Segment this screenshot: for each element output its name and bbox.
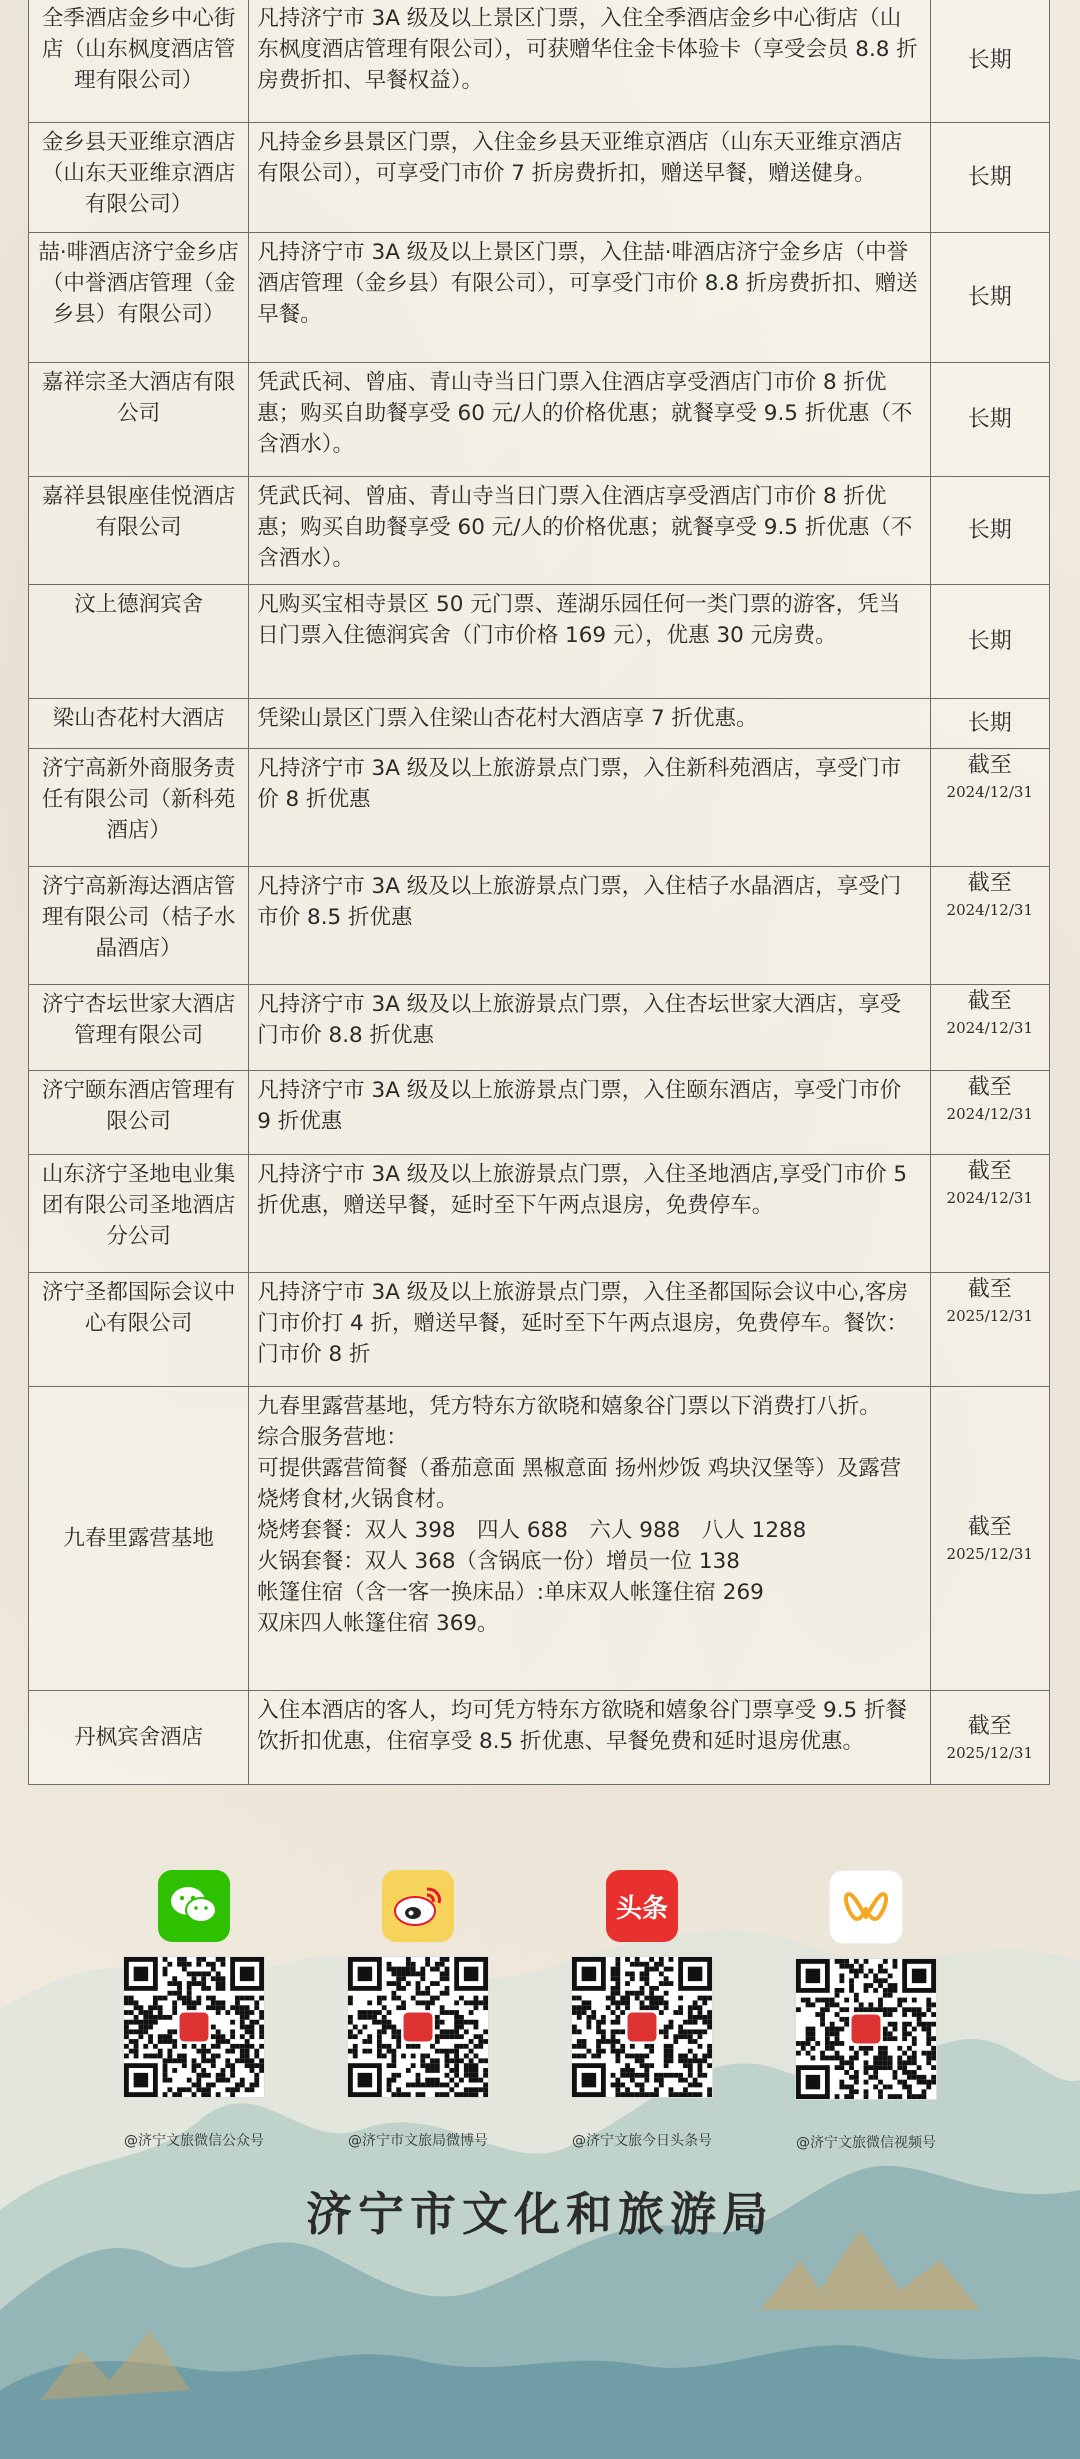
weibo-icon[interactable] [382,1870,454,1942]
validity-date: 2025/12/31 [946,1544,1033,1563]
merchant-name: 山东济宁圣地电业集团有限公司圣地酒店分公司 [29,1155,249,1273]
merchant-name: 金乡县天亚维京酒店（山东天亚维京酒店有限公司） [29,123,249,233]
validity-label: 长期 [967,284,1012,310]
validity-cell [930,1071,1049,1155]
offer-description: 凡持济宁市 3A 级及以上旅游景点门票，入住圣地酒店,享受门市价 5 折优惠，赠送早餐，延时至下午两点退房，免费停车。 [249,1155,930,1273]
table-row [29,699,1050,749]
table-row [29,477,1050,585]
merchant-name: 济宁高新海达酒店管理有限公司（桔子水晶酒店） [29,867,249,985]
validity-cell [930,585,1049,699]
validity-label: 截至 [967,1713,1012,1739]
table-row [29,985,1050,1071]
account-handle: @济宁文旅微信视频号 [796,2135,936,2151]
toutiao-logo-text: 头条 [615,1893,668,1924]
table-row [29,1273,1050,1387]
validity-label: 截至 [967,989,1012,1014]
offer-description: 凭武氏祠、曾庙、青山寺当日门票入住酒店享受酒店门市价 8 折优惠；购买自助餐享受 60 元/人的价格优惠；就餐享受 9.5 折优惠（不含酒水）。 [249,363,930,477]
table-row [29,1387,1050,1691]
social-accounts [0,1870,1080,2160]
social-channels[interactable] [766,1870,966,2160]
validity-cell [930,749,1049,867]
merchant-name: 济宁杏坛世家大酒店管理有限公司 [29,985,249,1071]
validity-cell [930,123,1049,233]
account-handle: @济宁市文旅局微博号 [348,2133,488,2149]
table-row [29,363,1050,477]
validity-date: 2025/12/31 [946,1307,1033,1325]
merchant-name: 嘉祥县银座佳悦酒店有限公司 [29,477,249,585]
validity-label: 长期 [967,164,1012,190]
offer-description: 凡持济宁市 3A 级及以上旅游景点门票，入住颐东酒店，享受门市价 9 折优惠 [249,1071,930,1155]
validity-label: 截至 [967,1075,1012,1100]
validity-date: 2024/12/31 [946,1019,1033,1037]
table-row [29,1071,1050,1155]
table-row [29,123,1050,233]
merchant-name: 嘉祥宗圣大酒店有限公司 [29,363,249,477]
offer-description: 九春里露营基地，凭方特东方欲晓和嬉象谷门票以下消费打八折。 综合服务营地： 可提供露营简餐（番茄意面 黑椒意面 扬州炒饭 鸡块汉堡等）及露营烧烤食材,火锅食材。 烧烤套餐：双人 398 四人 688 六人 988 八人 1288 火锅套餐：双人 368（含锅底一份）增员一位 138 帐篷住宿（含一客一换床品）:单床双人帐篷住宿 269 双床四人帐篷住宿 369。 [249,1387,930,1691]
offer-description: 凡持济宁市 3A 级及以上景区门票，入住全季酒店金乡中心街店（山东枫度酒店管理有限公司），可获赠华住金卡体验卡（享受会员 8.8 折房费折扣、早餐权益）。 [249,0,930,123]
validity-cell [930,0,1049,123]
account-handle: @济宁文旅今日头条号 [572,2133,712,2149]
offer-description: 凡持济宁市 3A 级及以上景区门票，入住喆·啡酒店济宁金乡店（中誉酒店管理（金乡县）有限公司），可享受门市价 8.8 折房费折扣、赠送早餐。 [249,233,930,363]
merchant-name: 济宁高新外商服务责任有限公司（新科苑酒店） [29,749,249,867]
table-row [29,0,1050,123]
validity-cell [930,699,1049,749]
validity-date: 2024/12/31 [946,1189,1033,1207]
validity-cell [930,233,1049,363]
validity-label: 长期 [967,406,1012,432]
qr-code[interactable] [123,1956,265,2098]
account-handle: @济宁文旅微信公众号 [124,2133,264,2149]
merchant-name: 汶上德润宾舍 [29,585,249,699]
merchant-name: 济宁颐东酒店管理有限公司 [29,1071,249,1155]
merchant-name: 喆·啡酒店济宁金乡店（中誉酒店管理（金乡县）有限公司） [29,233,249,363]
qr-code[interactable] [347,1956,489,2098]
validity-cell [930,477,1049,585]
validity-date: 2024/12/31 [946,1105,1033,1123]
qr-code[interactable] [571,1956,713,2098]
offer-description: 凡持济宁市 3A 级及以上旅游景点门票，入住新科苑酒店，享受门市价 8 折优惠 [249,749,930,867]
offer-description: 凭武氏祠、曾庙、青山寺当日门票入住酒店享受酒店门市价 8 折优惠；购买自助餐享受 60 元/人的价格优惠；就餐享受 9.5 折优惠（不含酒水）。 [249,477,930,585]
offer-description: 凭梁山景区门票入住梁山杏花村大酒店享 7 折优惠。 [249,699,930,749]
table-row [29,233,1050,363]
offer-description: 入住本酒店的客人，均可凭方特东方欲晓和嬉象谷门票享受 9.5 折餐饮折扣优惠，住宿享受 8.5 折优惠、早餐免费和延时退房优惠。 [249,1691,930,1785]
validity-cell [930,1387,1049,1691]
merchant-name: 梁山杏花村大酒店 [29,699,249,749]
validity-label: 长期 [967,628,1012,654]
offer-description: 凡持济宁市 3A 级及以上旅游景点门票，入住杏坛世家大酒店，享受门市价 8.8 折优惠 [249,985,930,1071]
channels-icon[interactable] [829,1870,903,1944]
table-row [29,585,1050,699]
offer-description: 凡持济宁市 3A 级及以上旅游景点门票，入住圣都国际会议中心,客房门市价打 4 折，赠送早餐，延时至下午两点退房，免费停车。餐饮：门市价 8 折 [249,1273,930,1387]
validity-label: 截至 [967,753,1012,778]
offer-description: 凡持济宁市 3A 级及以上旅游景点门票，入住桔子水晶酒店，享受门市价 8.5 折优惠 [249,867,930,985]
validity-date: 2024/12/31 [946,783,1033,801]
validity-label: 截至 [967,871,1012,896]
wechat-icon[interactable] [158,1870,230,1942]
social-wechat[interactable] [94,1870,294,2160]
social-weibo[interactable] [318,1870,518,2160]
validity-label: 截至 [967,1514,1012,1540]
offer-description: 凡持金乡县景区门票，入住金乡县天亚维京酒店（山东天亚维京酒店有限公司），可享受门市价 7 折房费折扣，赠送早餐，赠送健身。 [249,123,930,233]
table-row [29,1691,1050,1785]
validity-cell [930,363,1049,477]
merchant-name: 九春里露营基地 [29,1387,249,1691]
validity-cell [930,985,1049,1071]
offer-description: 凡购买宝相寺景区 50 元门票、莲湖乐园任何一类门票的游客，凭当日门票入住德润宾舍（门市价格 169 元），优惠 30 元房费。 [249,585,930,699]
validity-cell [930,867,1049,985]
qr-code[interactable] [795,1958,937,2100]
merchant-name: 丹枫宾舍酒店 [29,1691,249,1785]
validity-label: 长期 [967,710,1012,736]
table-row [29,749,1050,867]
validity-date: 2024/12/31 [946,901,1033,919]
validity-cell [930,1155,1049,1273]
offers-table [28,0,1050,1785]
toutiao-icon[interactable] [606,1870,678,1942]
validity-label: 截至 [967,1159,1012,1184]
social-toutiao[interactable] [542,1870,742,2160]
validity-cell [930,1273,1049,1387]
merchant-name: 全季酒店金乡中心街店（山东枫度酒店管理有限公司） [29,0,249,123]
organization-title: 济宁市文化和旅游局 [306,2187,774,2241]
table-row [29,867,1050,985]
validity-label: 长期 [967,517,1012,543]
validity-cell [930,1691,1049,1785]
table-row [29,1155,1050,1273]
validity-label: 截至 [967,1277,1012,1302]
validity-label: 长期 [967,47,1012,73]
merchant-name: 济宁圣都国际会议中心有限公司 [29,1273,249,1387]
validity-date: 2025/12/31 [946,1743,1033,1762]
